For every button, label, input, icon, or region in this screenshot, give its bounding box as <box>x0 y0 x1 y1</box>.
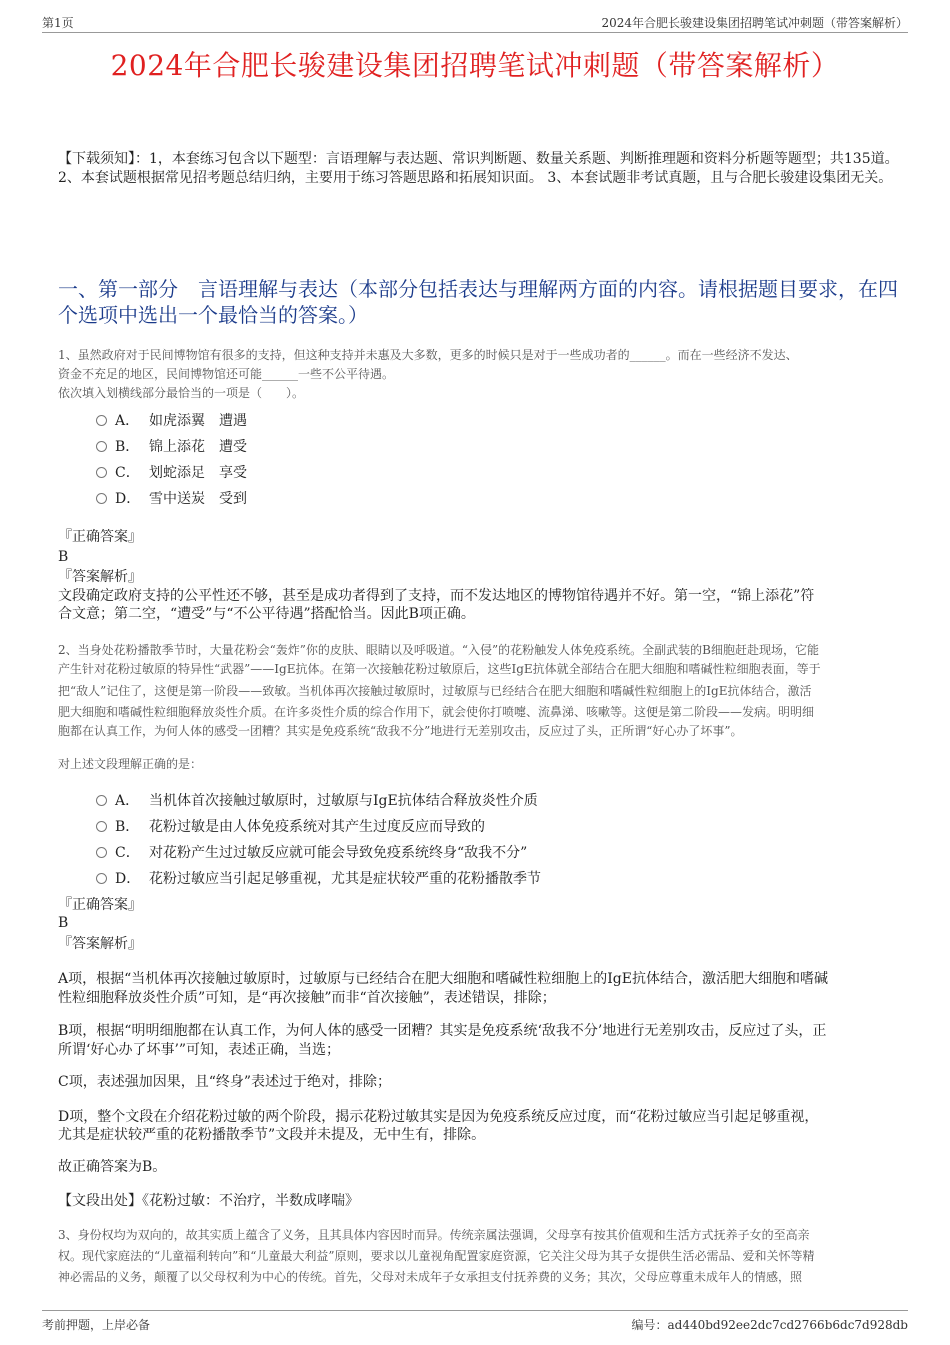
q2-analysis-b: B项，根据“明明细胞都在认真工作，为何人体的感受一团糟？其实是免疫系统‘敌我不分’地进行无差别攻击，反应过了头，正 <box>58 1023 827 1039</box>
radio-icon[interactable] <box>96 847 107 858</box>
footer-slogan: 考前押题，上岸必备 <box>42 1318 151 1332</box>
q2-answer: B <box>58 915 69 931</box>
header-divider <box>42 32 908 33</box>
q2-line: 2、当身处花粉播散季节时，大量花粉会“轰炸”你的皮肤、眼睛以及呼吸道。“入侵”的花粉触发人体免疫系统。全副武装的B细胞赶赴现场，它能 <box>58 643 819 657</box>
option-key: B． <box>115 819 140 835</box>
section-heading: 一、第一部分 言语理解与表达（本部分包括表达与理解两方面的内容。请根据题目要求，在四个选项中选出一个最恰当的答案。） <box>58 277 898 327</box>
page-number: 第1页 <box>42 16 74 30</box>
q1-line: 资金不充足的地区，民间博物馆还可能______一些不公平待遇。 <box>58 367 395 381</box>
option-key: B． <box>115 439 140 455</box>
q2-option-a[interactable] <box>96 790 538 810</box>
q1-option-c[interactable] <box>96 462 247 482</box>
option-key: D． <box>115 871 141 887</box>
q2-line: 把“敌人”记住了，这便是第一阶段——致敏。当机体再次接触过敏原时，过敏原与已经结合在肥大细胞和嗜碱性粒细胞上的IgE抗体结合，激活 <box>58 684 812 698</box>
radio-icon[interactable] <box>96 441 107 452</box>
q2-answer-label: 『正确答案』 <box>58 897 142 913</box>
q2-analysis-d: 尤其是症状较严重的花粉播散季节”文段并未提及，无中生有，排除。 <box>58 1127 486 1143</box>
footer-code <box>631 1316 908 1333</box>
q1-option-d[interactable] <box>96 488 247 508</box>
option-text: 划蛇添足 享受 <box>149 465 247 481</box>
radio-icon[interactable] <box>96 795 107 806</box>
q3-line: 神必需品的义务，颠覆了以父母权利为中心的传统。首先，父母对未成年子女承担支付抚养费的义务；其次，父母应尊重未成年人的情感，照 <box>58 1270 803 1284</box>
q2-stem: 对上述文段理解正确的是： <box>58 757 203 771</box>
download-notice: 【下载须知】：1，本套练习包含以下题型：言语理解与表达题、常识判断题、数量关系题、判断推理题和资料分析题等题型；共135道。 2、本套试题根据常见招考题总结归纳，主要用于练习答题思路和拓展知识面。 3、本套试题非考试真题，且与合肥长骏建设集团无关。 <box>58 151 899 186</box>
option-text: 对花粉产生过过敏反应就可能会导致免疫系统终身“敌我不分” <box>149 845 528 861</box>
q1-line: 1、虽然政府对于民间博物馆有很多的支持，但这种支持并未惠及大多数，更多的时候只是对于一些成功者的______。而在一些经济不发达、 <box>58 348 798 362</box>
option-text: 花粉过敏应当引起足够重视，尤其是症状较严重的花粉播散季节 <box>149 871 541 887</box>
q2-analysis-c: C项，表述强加因果，且“终身”表述过于绝对，排除； <box>58 1074 392 1090</box>
q2-line: 产生针对花粉过敏原的特异性“武器”——IgE抗体。在第一次接触花粉过敏原后，这些IgE抗体就全部结合在肥大细胞和嗜碱性粒细胞表面，等于 <box>58 662 821 676</box>
radio-icon[interactable] <box>96 467 107 478</box>
q2-option-c[interactable] <box>96 842 527 862</box>
q1-option-a[interactable] <box>96 410 247 430</box>
q2-analysis-a: A项，根据“当机体再次接触过敏原时，过敏原与已经结合在肥大细胞和嗜碱性粒细胞上的IgE抗体结合，激活肥大细胞和嗜碱 <box>58 971 828 987</box>
q2-analysis-a: 性粒细胞释放炎性介质”可知，是“再次接触”而非“首次接触”，表述错误，排除； <box>58 990 556 1006</box>
option-key: C． <box>115 845 140 861</box>
q2-source: 【文段出处】《花粉过敏：不治疗，半数成哮喘》 <box>58 1193 359 1209</box>
radio-icon[interactable] <box>96 873 107 884</box>
header-doc-title: 2024年合肥长骏建设集团招聘笔试冲刺题（带答案解析） <box>601 16 908 30</box>
q1-option-b[interactable] <box>96 436 247 456</box>
option-key: C． <box>115 465 140 481</box>
option-text: 锦上添花 遭受 <box>149 439 247 455</box>
q3-line: 3、身份权均为双向的，故其实质上蕴含了义务，且其具体内容因时而异。传统亲属法强调，父母享有按其价值观和生活方式抚养子女的至高亲 <box>58 1228 810 1242</box>
option-key: A． <box>115 413 140 429</box>
q2-analysis-d: D项，整个文段在介绍花粉过敏的两个阶段，揭示花粉过敏其实是因为免疫系统反应过度，而“花粉过敏应当引起足够重视， <box>58 1109 819 1125</box>
option-text: 雪中送炭 受到 <box>149 491 247 507</box>
footer-code-value: ad440bd92ee2dc7cd2766b6dc7d928db <box>667 1318 908 1332</box>
option-key: D． <box>115 491 141 507</box>
q1-line: 依次填入划横线部分最恰当的一项是（ ）。 <box>58 386 305 400</box>
q1-analysis: 合文意；第二空，“遭受”与“不公平待遇”搭配恰当。因此B项正确。 <box>58 606 475 622</box>
option-text: 当机体首次接触过敏原时，过敏原与IgE抗体结合释放炎性介质 <box>149 793 538 809</box>
footer-divider <box>42 1310 908 1311</box>
q2-option-d[interactable] <box>96 868 541 888</box>
radio-icon[interactable] <box>96 415 107 426</box>
footer-code-label: 编号： <box>631 1318 668 1332</box>
q1-answer: B <box>58 549 69 565</box>
q3-line: 权。现代家庭法的“儿童福利转向”和“儿童最大利益”原则，要求以儿童视角配置家庭资源，它关注父母为其子女提供生活必需品、爱和关怀等精 <box>58 1249 815 1263</box>
q2-analysis-label: 『答案解析』 <box>58 936 142 952</box>
q2-line: 胞都在认真工作，为何人体的感受一团糟？其实是免疫系统“敌我不分”地进行无差别攻击，反应过了头，正所谓“好心办了坏事”。 <box>58 724 743 738</box>
q2-analysis-b: 所谓‘好心办了坏事’”可知，表述正确，当选； <box>58 1042 341 1058</box>
page-title: 2024年合肥长骏建设集团招聘笔试冲刺题（带答案解析） <box>110 49 840 82</box>
radio-icon[interactable] <box>96 493 107 504</box>
radio-icon[interactable] <box>96 821 107 832</box>
q2-line: 肥大细胞和嗜碱性粒细胞释放炎性介质。在许多炎性介质的综合作用下，就会使你打喷嚏、流鼻涕、咳嗽等。这便是第二阶段——发病。明明细 <box>58 705 815 719</box>
q1-analysis: 文段确定政府支持的公平性还不够，甚至是成功者得到了支持，而不发达地区的博物馆待遇并不好。第一空，“锦上添花”符 <box>58 588 815 604</box>
q2-conclusion: 故正确答案为B。 <box>58 1159 167 1175</box>
option-text: 花粉过敏是由人体免疫系统对其产生过度反应而导致的 <box>149 819 485 835</box>
q1-answer-label: 『正确答案』 <box>58 529 142 545</box>
option-text: 如虎添翼 遭遇 <box>149 413 247 429</box>
q1-analysis-label: 『答案解析』 <box>58 569 142 585</box>
q2-option-b[interactable] <box>96 816 485 836</box>
option-key: A． <box>115 793 140 809</box>
